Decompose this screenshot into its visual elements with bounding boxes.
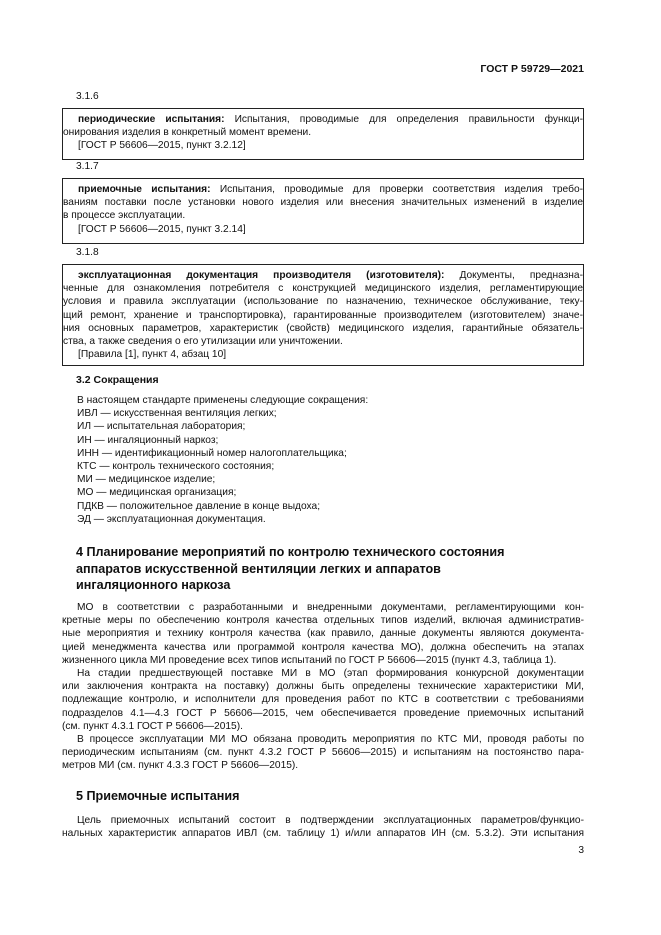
text-line: ваниям поставки после установки нового изделия или внесения значительных изменений в изделие xyxy=(63,197,583,209)
document-id: ГОСТ Р 59729—2021 xyxy=(480,63,584,75)
definition-number: 3.1.7 xyxy=(76,161,99,172)
definition-source: [ГОСТ Р 56606—2015, пункт 3.2.12] xyxy=(78,140,246,152)
text-line: в процессе эксплуатации. xyxy=(63,210,186,222)
definition-text: Испытания, проводимые для определения правильности функци- xyxy=(224,114,583,125)
text-block xyxy=(62,814,584,840)
text-line: ПДКВ — положительное давление в конце выдоха; xyxy=(77,500,321,512)
text-line xyxy=(63,183,583,196)
section-5-body xyxy=(62,814,584,840)
text-line xyxy=(63,269,583,282)
definition-number: 3.1.6 xyxy=(76,91,99,102)
section-heading: 5 Приемочные испытания xyxy=(76,789,240,803)
heading-line: ингаляционного наркоза xyxy=(76,578,231,592)
text-line: (см. пункт 4.3.1 ГОСТ Р 56606—2015). xyxy=(62,720,243,732)
text-line: ченные для ознакомления потребителя с конструкцией медицинского изделия, регламентирующие xyxy=(63,283,583,295)
text-line: цией менеджмента качества или программой контроля качества МО), должна обеспечить на этапах xyxy=(62,641,584,653)
definition-term: приемочные испытания: xyxy=(78,184,211,195)
section-4-body xyxy=(62,601,584,772)
definition-source: [ГОСТ Р 56606—2015, пункт 3.2.14] xyxy=(78,223,246,235)
definition-number: 3.1.8 xyxy=(76,247,99,258)
text-line: ния основных параметров, характеристик (свойств) медицинского изделия, гарантийные обязатель- xyxy=(63,322,583,334)
text-line: ИЛ — испытательная лаборатория; xyxy=(77,421,246,433)
text-line: МО — медицинская организация; xyxy=(77,487,237,499)
text-line: КТС — контроль технического состояния; xyxy=(77,460,275,472)
text-line xyxy=(63,113,583,126)
text-line: нальных характеристик аппаратов ИВЛ (см. таблицу 1) и/или аппаратов ИН (см. 5.3.2). Эти испытания xyxy=(62,828,584,840)
definition-text: Испытания, проводимые для проверки соответствия изделия требо- xyxy=(210,184,583,195)
subsection-heading: 3.2 Сокращения xyxy=(76,374,159,386)
page-number: 3 xyxy=(578,845,584,856)
text-line: щий ремонт, хранение и транспортировка), гарантированные производителем (изготовителем) значе- xyxy=(63,309,583,321)
text-line: В процессе эксплуатации МИ МО обязана проводить мероприятия по КТС МИ, проводя работы по xyxy=(77,733,584,745)
definition-term: эксплуатационная документация производителя (изготовителя): xyxy=(78,270,445,281)
text-line: На стадии предшествующей поставке МИ в МО (этап формирования конкурсной документации xyxy=(77,667,584,679)
definition-source: [Правила [1], пункт 4, абзац 10] xyxy=(78,349,227,361)
text-line: метров МИ (см. пункт 4.3.3 ГОСТ Р 56606—2015). xyxy=(62,760,299,772)
abbreviations-intro: В настоящем стандарте применены следующие сокращения: xyxy=(77,395,369,406)
text-block xyxy=(62,733,584,773)
definition-term: периодические испытания: xyxy=(78,114,225,125)
text-block xyxy=(63,196,583,222)
text-line: периодическим испытаниям (см. пункт 4.3.2 ГОСТ Р 56606—2015) и испытаниям на постоянство пара- xyxy=(62,747,584,759)
text-block xyxy=(63,126,583,139)
text-block xyxy=(63,282,583,348)
heading-line: аппаратов искусственной вентиляции легких и аппаратов xyxy=(76,561,441,576)
text-line: или заключения контракта на поставку) должны быть определены технические характеристики МИ, xyxy=(62,681,584,693)
heading-line: 4 Планирование мероприятий по контролю технического состояния xyxy=(76,545,505,559)
text-line: жизненного цикла МИ проведение всех типов испытаний по ГОСТ Р 56606—2015 (пункт 4.3, таблица 1). xyxy=(62,654,557,666)
text-block xyxy=(62,601,584,667)
text-line: условия и правила эксплуатации (использование по назначению, техническое обслуживание, теку- xyxy=(63,296,583,308)
text-block xyxy=(62,667,584,733)
text-line: онирования изделия в конкретный момент времени. xyxy=(63,127,312,139)
definition-text: Документы, предназна- xyxy=(444,270,583,281)
text-line: ства, а также сведения о его утилизации или уничтожении. xyxy=(63,335,343,347)
text-line: Цель приемочных испытаний состоит в подтверждении эксплуатационных параметров/функцио- xyxy=(77,815,584,826)
text-line: МО в соответствии с разработанными и внедренными документами, регламентирующими кон- xyxy=(77,602,584,613)
definition-box xyxy=(62,108,584,160)
text-line: ИН — ингаляционный наркоз; xyxy=(77,434,219,446)
text-line: ИВЛ — искусственная вентиляция легких; xyxy=(77,408,277,420)
text-line: ные мероприятия и технику контроля качества (как правило, данные документы являются документа- xyxy=(62,628,584,640)
text-line: подразделов 4.1—4.3 ГОСТ Р 56606—2015, чем обеспечивается проведение приемочных испытаний xyxy=(62,707,584,719)
definition-box xyxy=(62,178,584,244)
text-line: ЭД — эксплуатационная документация. xyxy=(77,513,266,525)
section-heading xyxy=(76,544,504,594)
text-line: МИ — медицинское изделие; xyxy=(77,474,216,486)
abbreviations-list xyxy=(62,394,584,526)
text-line: подлежащие контролю, и исполнители для проведения работ по КТС в соответствии с требованиями xyxy=(62,694,584,706)
text-line: кретные меры по обеспечению контроля качества отдельных типов изделий, включая административ- xyxy=(62,615,584,627)
definition-box xyxy=(62,264,584,366)
text-block xyxy=(62,407,584,526)
text-line: ИНН — идентификационный номер налогоплательщика; xyxy=(77,447,347,459)
